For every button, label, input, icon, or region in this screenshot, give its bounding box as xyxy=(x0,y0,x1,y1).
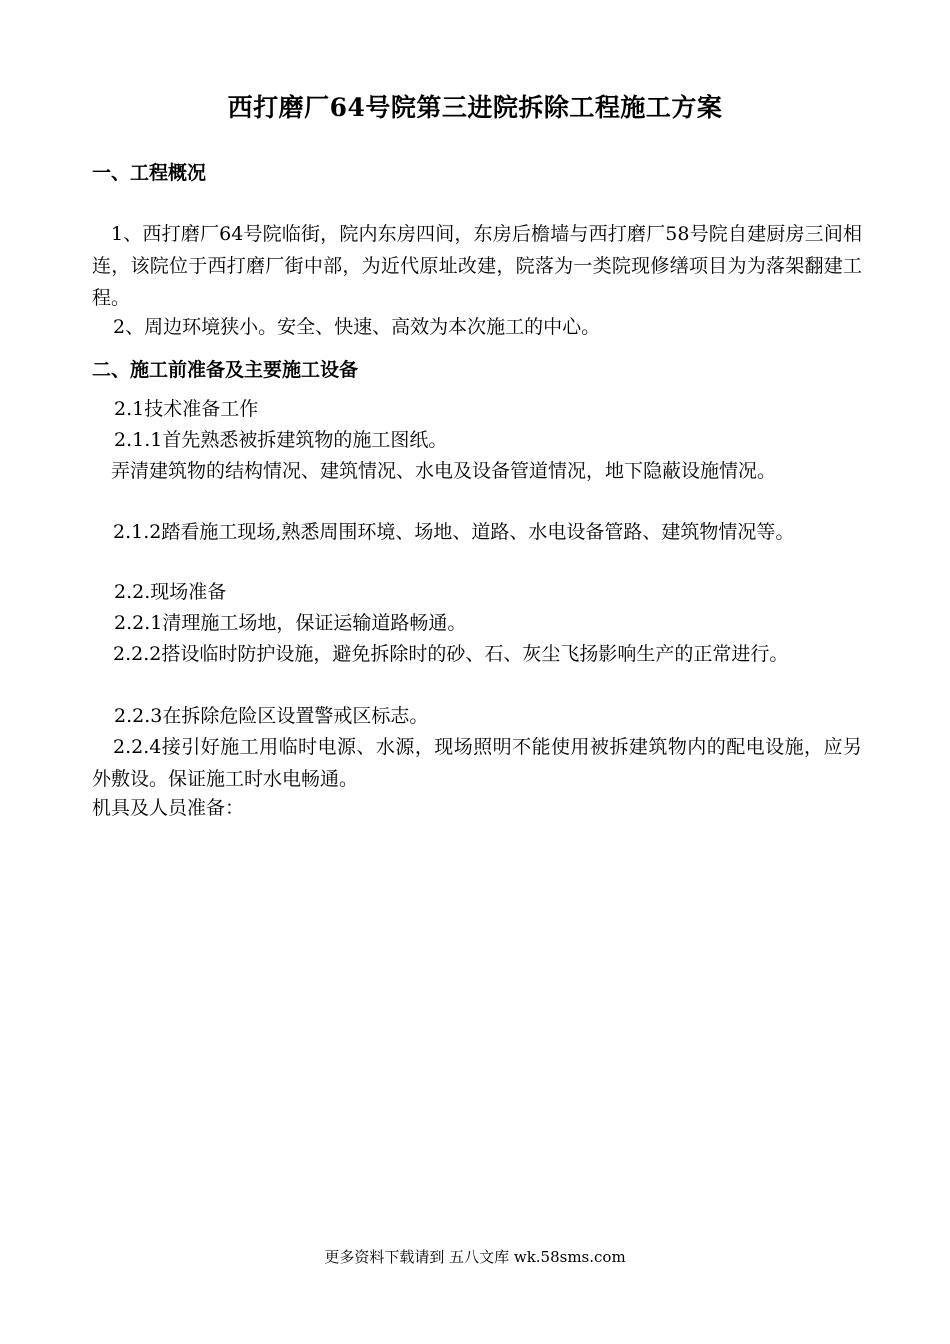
line-site-prep: 2.2.现场准备 xyxy=(114,581,227,603)
line-drawings: 2.1.1首先熟悉被拆建筑物的施工图纸。 xyxy=(114,429,448,451)
paragraph-overview-1: 1、西打磨厂64号院临街，院内东房四间，东房后檐墙与西打磨厂58号院自建厨房三间相连，该院位于西打磨厂街中部，为近代原址改建，院落为一类院现修缮项目为为落架翻建工程。 xyxy=(92,223,862,309)
paragraph-structure: 弄清建筑物的结构情况、建筑情况、水电及设备管道情况，地下隐蔽设施情况。 xyxy=(111,460,777,482)
line-technical-prep: 2.1技术准备工作 xyxy=(114,398,259,420)
paragraph-utilities: 2.2.4接引好施工用临时电源、水源，现场照明不能使用被拆建筑物内的配电设施，应另外敷设。保证施工时水电畅通。 xyxy=(92,736,862,790)
section-heading-overview: 一、工程概况 xyxy=(92,162,207,184)
line-equipment-personnel: 机具及人员准备： xyxy=(92,797,245,819)
paragraph-protection: 2.2.2搭设临时防护设施，避免拆除时的砂、石、灰尘飞扬影响生产的正常进行。 xyxy=(113,643,789,665)
footer-text: 更多资料下载请到 五八文库 wk.58sms.com xyxy=(324,1248,626,1266)
paragraph-overview-2: 2、周边环境狭小。安全、快速、高效为本次施工的中心。 xyxy=(113,316,601,338)
line-clear-site: 2.2.1清理施工场地，保证运输道路畅通。 xyxy=(114,612,467,634)
document-title: 西打磨厂64号院第三进院拆除工程施工方案 xyxy=(227,93,723,122)
line-warning-signs: 2.2.3在拆除危险区设置警戒区标志。 xyxy=(114,705,429,727)
section-heading-preparation: 二、施工前准备及主要施工设备 xyxy=(92,359,359,381)
paragraph-site-survey: 2.1.2踏看施工现场,熟悉周围环境、场地、道路、水电设备管路、建筑物情况等。 xyxy=(113,521,795,543)
